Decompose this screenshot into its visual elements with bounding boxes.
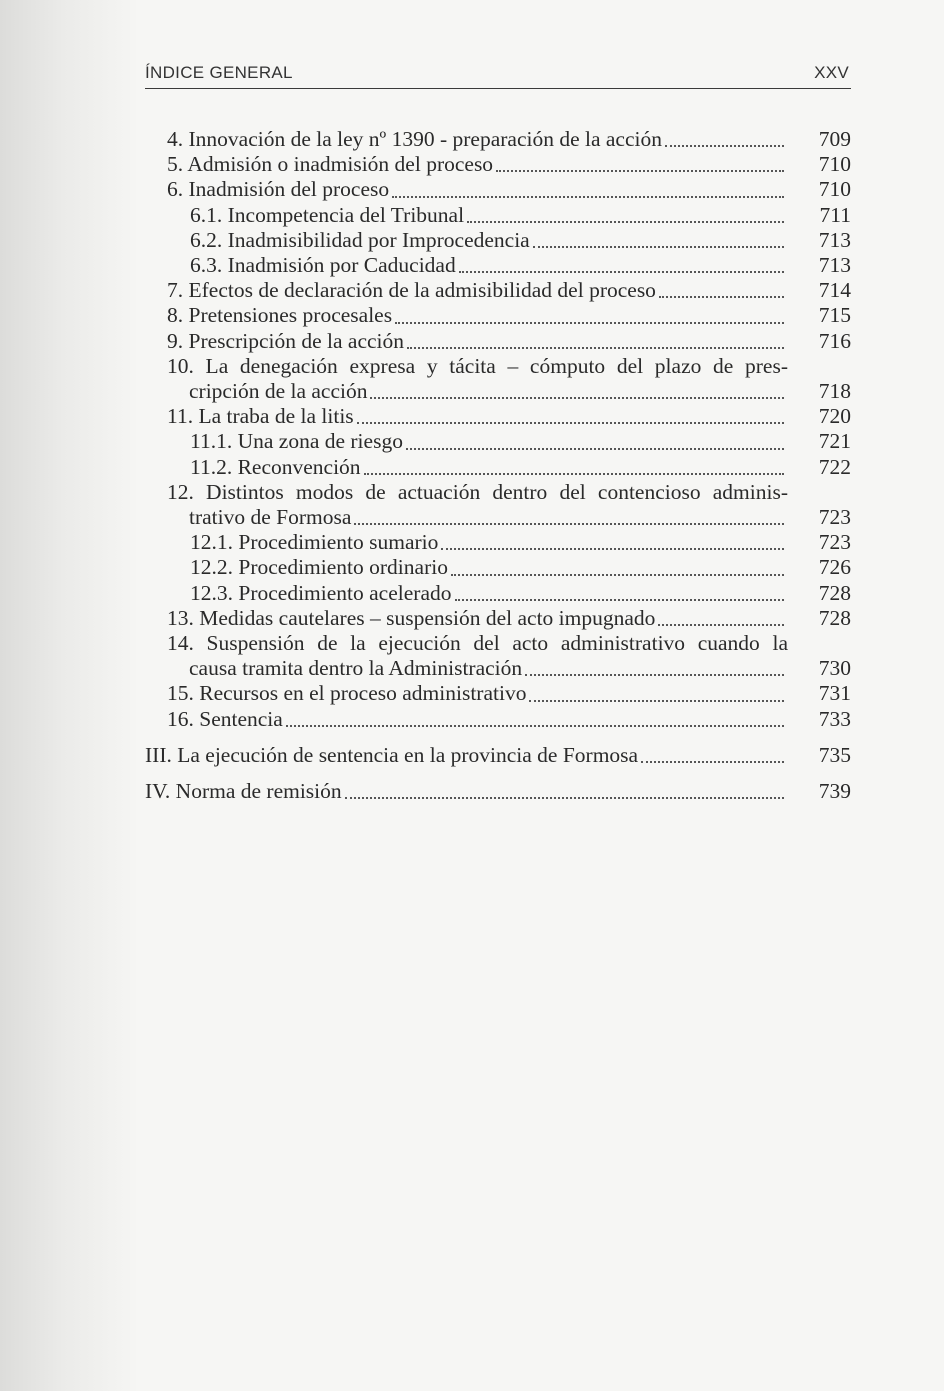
toc-entry-label: 7. Efectos de declaración de la admisibilidad del proceso bbox=[167, 278, 656, 303]
toc-entry-page: 718 bbox=[818, 379, 851, 404]
toc-entry bbox=[145, 581, 851, 606]
toc-entry bbox=[145, 127, 851, 152]
toc-entry-label: 11. La traba de la litis bbox=[167, 404, 354, 429]
dot-leader bbox=[496, 170, 784, 172]
dot-leader bbox=[406, 448, 784, 450]
toc-entry-page: 728 bbox=[818, 605, 851, 630]
toc-entry bbox=[145, 429, 851, 454]
toc-entry-page: 730 bbox=[818, 656, 851, 681]
toc-entry bbox=[145, 455, 851, 480]
toc-entry-page: 723 bbox=[818, 505, 851, 530]
toc-entry-label: 9. Prescripción de la acción bbox=[167, 328, 405, 353]
toc-entry bbox=[145, 354, 851, 404]
toc-entry-label: 13. Medidas cautelares – suspensión del acto impugnado bbox=[167, 605, 656, 630]
dot-leader bbox=[370, 397, 784, 399]
toc-entry bbox=[145, 303, 851, 328]
toc-entry-page: 728 bbox=[818, 580, 851, 605]
dot-leader bbox=[392, 196, 784, 198]
dot-leader bbox=[441, 548, 784, 550]
dot-leader bbox=[451, 574, 784, 576]
toc-entry bbox=[145, 555, 851, 580]
toc-entry bbox=[145, 177, 851, 202]
dot-leader bbox=[658, 624, 784, 626]
toc-entry bbox=[145, 253, 851, 278]
toc-entry bbox=[145, 743, 851, 768]
table-of-contents bbox=[145, 127, 851, 804]
toc-entry-page: 731 bbox=[818, 681, 851, 706]
dot-leader bbox=[525, 674, 784, 676]
toc-entry-label-line1: 14. Suspensión de la ejecución del acto administrativo cuando la bbox=[167, 631, 788, 656]
toc-entry-page: 735 bbox=[818, 742, 851, 767]
dot-leader bbox=[659, 296, 784, 298]
running-header-title: ÍNDICE GENERAL bbox=[145, 63, 293, 82]
toc-entry-page: 714 bbox=[818, 278, 851, 303]
dot-leader bbox=[364, 473, 784, 475]
toc-entry bbox=[145, 530, 851, 555]
dot-leader bbox=[357, 422, 784, 424]
toc-entry bbox=[145, 480, 851, 530]
toc-entry-label: 6.2. Inadmisibilidad por Improcedencia bbox=[190, 227, 530, 252]
toc-entry-page: 709 bbox=[818, 127, 851, 151]
dot-leader bbox=[467, 221, 784, 223]
dot-leader bbox=[286, 725, 784, 727]
toc-entry bbox=[145, 278, 851, 303]
toc-entry-page: 715 bbox=[818, 303, 851, 328]
toc-entry-label-line1: 10. La denegación expresa y tácita – cómputo del plazo de pres- bbox=[167, 353, 788, 378]
page-number-roman: XXV bbox=[814, 63, 849, 82]
dot-leader bbox=[533, 246, 784, 248]
toc-entry-label: 12.1. Procedimiento sumario bbox=[190, 530, 439, 555]
toc-entry-label: 11.1. Una zona de riesgo bbox=[190, 429, 403, 454]
toc-entry-label: 16. Sentencia bbox=[167, 706, 283, 731]
toc-entry bbox=[145, 606, 851, 631]
toc-entry-label: 12.3. Procedimiento acelerado bbox=[190, 580, 452, 605]
dot-leader bbox=[395, 322, 784, 324]
toc-entry-page: 733 bbox=[818, 706, 851, 731]
toc-entry-page: 721 bbox=[818, 429, 851, 454]
toc-entry-label-line1: 12. Distintos modos de actuación dentro del contencioso adminis- bbox=[167, 479, 788, 504]
toc-entry bbox=[145, 329, 851, 354]
toc-entry-label: 15. Recursos en el proceso administrativo bbox=[167, 681, 527, 706]
dot-leader bbox=[354, 523, 784, 525]
toc-entry-page: 710 bbox=[818, 177, 851, 202]
toc-entry-page: 710 bbox=[818, 152, 851, 177]
toc-entry bbox=[145, 631, 851, 681]
toc-entry-label: 12.2. Procedimiento ordinario bbox=[190, 555, 448, 580]
dot-leader bbox=[665, 145, 784, 147]
toc-entry bbox=[145, 152, 851, 177]
toc-entry bbox=[145, 228, 851, 253]
toc-entry-page: 726 bbox=[818, 555, 851, 580]
toc-entry-page: 713 bbox=[818, 227, 851, 252]
toc-entry-page: 723 bbox=[818, 530, 851, 555]
toc-entry-label: 6.1. Incompetencia del Tribunal bbox=[190, 202, 465, 227]
toc-entry bbox=[145, 707, 851, 732]
toc-entry bbox=[145, 779, 851, 804]
toc-entry-page: 711 bbox=[819, 202, 851, 227]
toc-entry-label-line2: cripción de la acción bbox=[189, 379, 368, 404]
toc-entry-label-line2: trativo de Formosa bbox=[189, 505, 352, 530]
dot-leader bbox=[407, 347, 784, 349]
toc-entry-label: III. La ejecución de sentencia en la provincia de Formosa bbox=[145, 742, 639, 767]
toc-entry-label: 11.2. Reconvención bbox=[190, 454, 361, 479]
toc-entry-page: 722 bbox=[818, 454, 851, 479]
toc-entry bbox=[145, 404, 851, 429]
dot-leader bbox=[345, 797, 784, 799]
toc-entry-page: 713 bbox=[818, 253, 851, 278]
dot-leader bbox=[529, 700, 784, 702]
toc-entry-label: 6. Inadmisión del proceso bbox=[167, 177, 390, 202]
toc-entry-page: 739 bbox=[818, 779, 851, 804]
toc-entry-label-line2: causa tramita dentro la Administración bbox=[189, 656, 523, 681]
toc-entry bbox=[145, 681, 851, 706]
toc-entry-page: 716 bbox=[818, 328, 851, 353]
toc-entry-label: IV. Norma de remisión bbox=[145, 779, 342, 804]
dot-leader bbox=[459, 271, 784, 273]
dot-leader bbox=[641, 761, 784, 763]
dot-leader bbox=[455, 599, 785, 601]
toc-entry-label: 5. Admisión o inadmisión del proceso bbox=[167, 152, 494, 177]
toc-entry-page: 720 bbox=[818, 404, 851, 429]
toc-entry-label: 6.3. Inadmisión por Caducidad bbox=[190, 253, 456, 278]
running-header bbox=[145, 60, 851, 89]
toc-entry-label: 8. Pretensiones procesales bbox=[167, 303, 393, 328]
toc-entry-label: 4. Innovación de la ley nº 1390 - preparación de la acción bbox=[167, 127, 662, 151]
page-gutter-shadow bbox=[0, 0, 140, 1391]
toc-entry bbox=[145, 203, 851, 228]
